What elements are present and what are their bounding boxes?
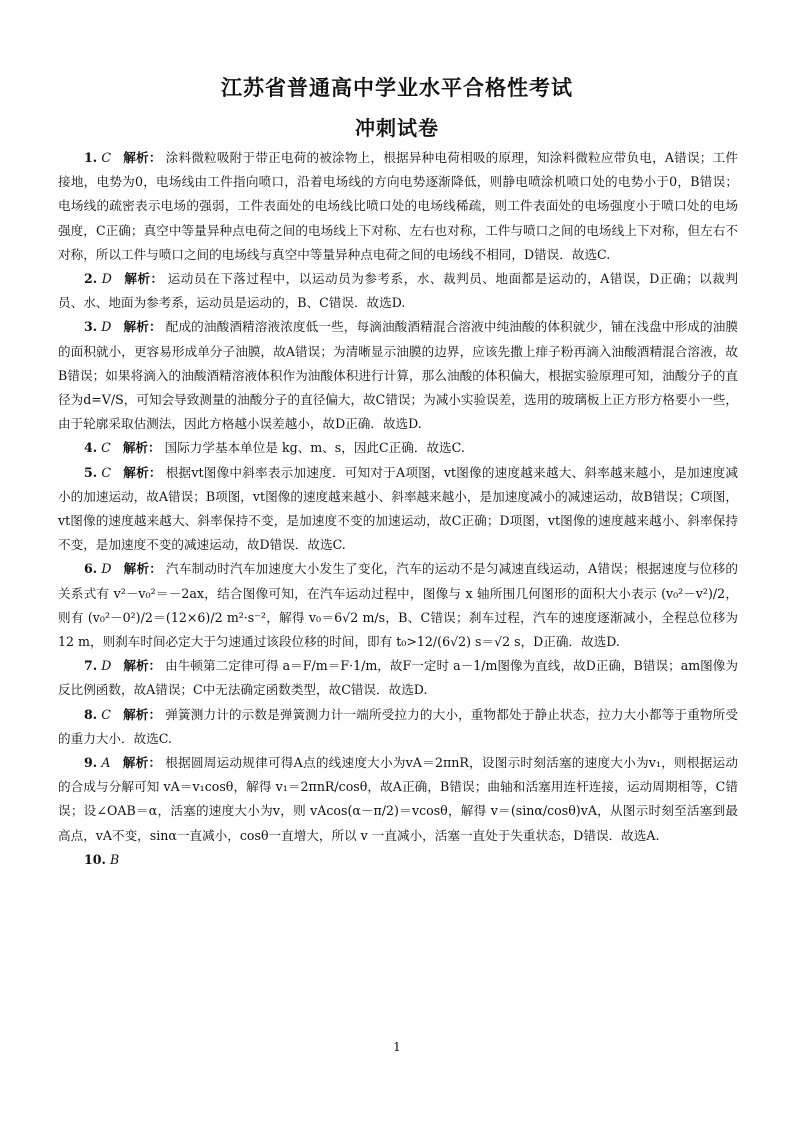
solution-item: 1. C 解析： 涂料微粒吸附于带正电荷的被涂物上，根据异种电荷相吸的原理，知涂料微粒应带负电，A错误；工件接地，电势为0，电场线由工件指向喷口，沿着电场线的方向电势逐渐降低，则静电喷涂机喷口处的电势小于0，B错误；电场线的疏密表示电场的强弱，工件表面处的电场线比喷口处的电场线稀疏，则工件表面处的电场强度小于喷口处的电场强度，C正确；真空中等量异种点电荷之间的电场线上下对称、左右也对称，工件与喷口之间的电场线上下对称，但左右不对称，所以工件与喷口之间的电场线与真空中等量异种点电荷之间的电场线不相同，D错误．故选C. xyxy=(58,150,738,262)
solution-item: 4. C 解析： 国际力学基本单位是 kg、m、s，因此C正确．故选C. xyxy=(84,440,465,456)
solution-item: 6. D 解析： 汽车制动时汽车加速度大小发生了变化，汽车的运动不是匀减速直线运动，A错误；根据速度与位移的关系式有 v²－v₀²＝－2ax，结合图像可知，在汽车运动过程中，图像与 x 轴所围几何图形的面积大小表示 (v₀²－v²)/2，则有 (v₀²－0²)/2＝(12×6)/2 m²·s⁻²，解得 v₀＝6√2 m/s，B、C错误；刹车过程，汽车的速度逐渐减小，全程总位移为 12 m，则刹车时间必定大于匀速通过该段位移的时间，即有 t₀>12/(6√2) s＝√2 s，D正确．故选D. xyxy=(58,561,738,650)
page-number: 1 xyxy=(393,1040,401,1054)
page-title: 江苏省普通高中学业水平合格性考试 xyxy=(221,76,573,100)
solution-item: 10. B xyxy=(84,851,120,867)
solution-item: 3. D 解析： 配成的油酸酒精溶液浓度低一些，每滴油酸酒精混合溶液中纯油酸的体积就少，铺在浅盘中形成的油膜的面积就小，更容易形成单分子油膜，故A错误；为清晰显示油膜的边界，应该先撒上痱子粉再滴入油酸酒精混合溶液，故B错误；如果将滴入的油酸酒精溶液体积作为油酸体积进行计算，那么油酸的体积偏大，根据实验原理可知，油酸分子的直径为d=V/S，可知会导致测量的油酸分子的直径偏大，故C错误；为减小实验误差，选用的玻璃板上正方形方格要小一些，由于轮廓采取估测法，因此方格越小误差越小，故D正确．故选D. xyxy=(58,319,739,432)
solutions-body xyxy=(58,146,738,872)
page-subtitle: 冲刺试卷 xyxy=(355,116,439,140)
solution-item: 8. C 解析： 弹簧测力计的示数是弹簧测力计一端所受拉力的大小，重物都处于静止状态，拉力大小都等于重物所受的重力大小．故选C. xyxy=(58,706,738,746)
solution-item: 5. C 解析： 根据vt图像中斜率表示加速度．可知对于A项图，vt图像的速度越来越大、斜率越来越小，是加速度减小的加速运动，故A错误；B项图，vt图像的速度越来越小、斜率越来越小，是加速度减小的减速运动，故B错误；C项图，vt图像的速度越来越大、斜率保持不变，是加速度不变的加速运动，故C正确；D项图，vt图像的速度越来越小、斜率保持不变，是加速度不变的减速运动，故D错误．故选C. xyxy=(58,464,738,553)
solution-item: 9. A 解析： 根据圆周运动规律可得A点的线速度大小为vA＝2πnR，设图示时刻活塞的速度大小为v₁，则根据运动的合成与分解可知 vA＝v₁cosθ，解得 v₁＝2πnR/cosθ，故A正确，B错误；曲轴和活塞用连杆连接，运动周期相等，C错误；设∠OAB＝α，活塞的速度大小为v，则 vAcos(α－π/2)＝vcosθ，解得 v＝(sinα/cosθ)vA，从图示时刻至活塞到最高点，vA不变，sinα一直减小，cosθ一直增大，所以 v 一直减小，活塞一直处于失重状态，D错误．故选A. xyxy=(58,755,738,843)
solution-item: 2. D 解析： 运动员在下落过程中，以运动员为参考系，水、裁判员、地面都是运动的，A错误，D正确；以裁判员、水、地面为参考系，运动员是运动的，B、C错误．故选D. xyxy=(58,271,739,311)
solution-item: 7. D 解析： 由牛顿第二定律可得 a＝F/m＝F·1/m，故F一定时 a－1/m图像为直线，故D正确，B错误；am图像为反比例函数，故A错误；C中无法确定函数类型，故C错误．故选D. xyxy=(58,658,738,698)
